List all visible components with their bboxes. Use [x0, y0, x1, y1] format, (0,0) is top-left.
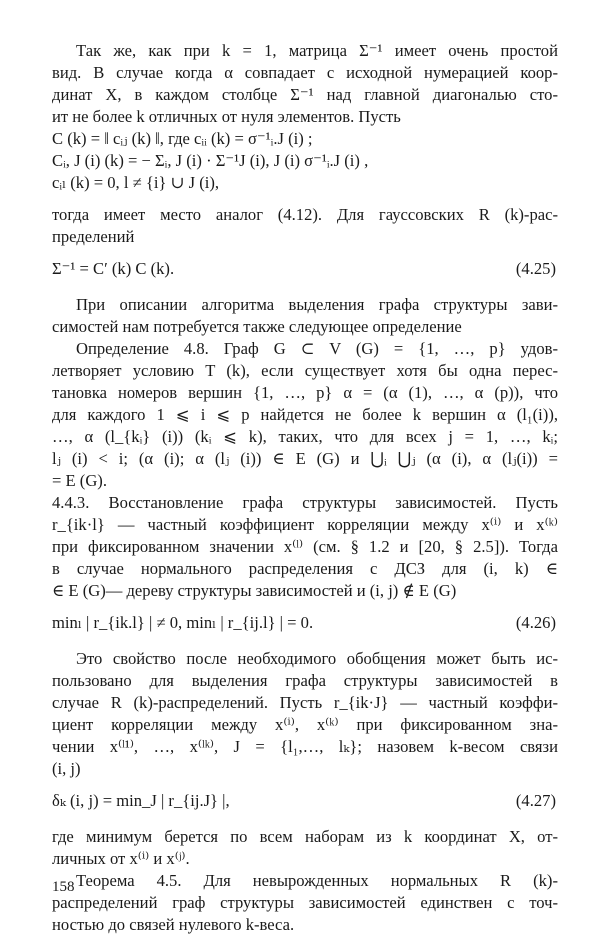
paragraph-line: пользовано для выделения графа структуры зависимостей в — [52, 671, 558, 690]
definition-line: летворяет условию T (k), если существует хотя бы одна перес- — [52, 361, 558, 380]
section-line: при фиксированном значении x⁽ˡ⁾ (см. § 1.2 и [20, § 2.5]). Тогда — [52, 537, 558, 556]
paragraph-line: личных от x⁽ⁱ⁾ и x⁽ʲ⁾. — [52, 849, 190, 868]
paragraph-line: чении x⁽ˡ¹⁾, …, x⁽ˡᵏ⁾, J = {l₁,…, lₖ}; назовем k-весом связи — [52, 737, 558, 756]
page-number: 158 — [52, 879, 75, 895]
equation-4-26 — [52, 612, 558, 634]
section-line: ∈ E (G)— дереву структуры зависимостей и (i, j) ∉ E (G) — [52, 581, 457, 600]
paragraph-line: где минимум берется по всем наборам из k координат X, от- — [52, 827, 558, 846]
definition-line: для каждого 1 ⩽ i ⩽ p найдется не более k вершин α (l₁(i)), — [52, 405, 558, 424]
section-line: r_{ik·l} — частный коэффициент корреляции между x⁽ⁱ⁾ и x⁽ᵏ⁾ — [52, 515, 558, 534]
paragraph-line: симостей нам потребуется также следующее определение — [52, 317, 462, 336]
equation-4-27 — [52, 790, 558, 812]
paragraph-line: пределений — [52, 227, 135, 246]
theorem-line: ностью до связей нулевого k-веса. — [52, 915, 295, 934]
equation-number: (4.27) — [515, 791, 556, 810]
paragraph-line: ит не более k отличных от нуля элементов. Пусть — [52, 107, 401, 126]
equation-formula: δₖ (i, j) = min_J | r_{ij.J} |, — [52, 791, 230, 810]
paragraph-line: динат X, в каждом столбце Σ⁻¹ над главной диагональю сто- — [52, 85, 558, 104]
paragraph-line: (i, j) — [52, 759, 81, 778]
definition-line: …, α (l_{kᵢ} (i)) (kᵢ ⩽ k), таких, что для всех j = 1, …, kᵢ; — [52, 427, 558, 446]
section-heading-line: 4.4.3. Восстановление графа структуры зависимостей. Пусть — [52, 493, 558, 512]
paragraph-line: циент корреляции между x⁽ⁱ⁾, x⁽ᵏ⁾ при фиксированном зна- — [52, 715, 558, 734]
equation-formula: Σ⁻¹ = C′ (k) C (k). — [52, 259, 175, 278]
theorem-line: Теорема 4.5. Для невырожденных нормальных R (k)- — [76, 871, 558, 890]
definition-line: lⱼ (i) < i; (α (i); α (lⱼ (i)) ∈ E (G) и ⋃ᵢ ⋃ⱼ (α (i), α (lⱼ(i)) = — [52, 449, 558, 468]
equation-number: (4.25) — [515, 259, 556, 278]
paragraph-line: вид. В случае когда α совпадает с исходной нумерацией коор- — [52, 63, 558, 82]
paragraph-line: Так же, как при k = 1, матрица Σ⁻¹ имеет очень простой — [76, 41, 558, 60]
paragraph-line: При описании алгоритма выделения графа структуры зави- — [76, 295, 558, 314]
section-line: в случае нормального распределения с ДСЗ для (i, k) ∈ — [52, 559, 558, 578]
definition-line: тановка номеров вершин {1, …, p} α = (α (1), …, α (p)), что — [52, 383, 558, 402]
paragraph-line: случае R (k)-распределений. Пусть r_{ik·J} — частный коэффи- — [52, 693, 558, 712]
formula-c-block: Cᵢ, J (i) (k) = − Σᵢ, J (i) · Σ⁻¹J (i), J (i) σ⁻¹ᵢ.J (i) , — [52, 151, 369, 170]
equation-number: (4.26) — [515, 613, 556, 632]
paragraph-line: Это свойство после необходимого обобщения может быть ис- — [76, 649, 558, 668]
formula-matrix-c: C (k) = ‖ cᵢⱼ (k) ‖, где cᵢᵢ (k) = σ⁻¹ᵢ.J (i) ; — [52, 129, 313, 148]
formula-c-zero: cᵢₗ (k) = 0, l ≠ {i} ∪ J (i), — [52, 173, 220, 192]
definition-line: = E (G). — [52, 471, 107, 490]
equation-formula: minₗ | r_{ik.l} | ≠ 0, minₗ | r_{ij.l} | = 0. — [52, 613, 314, 632]
equation-4-25 — [52, 258, 558, 280]
theorem-line: распределений граф структуры зависимостей единствен с точ- — [52, 893, 558, 912]
definition-line: Определение 4.8. Граф G ⊂ V (G) = {1, …, p} удов- — [76, 339, 558, 358]
paragraph-line: тогда имеет место аналог (4.12). Для гауссовских R (k)-рас- — [52, 205, 558, 224]
